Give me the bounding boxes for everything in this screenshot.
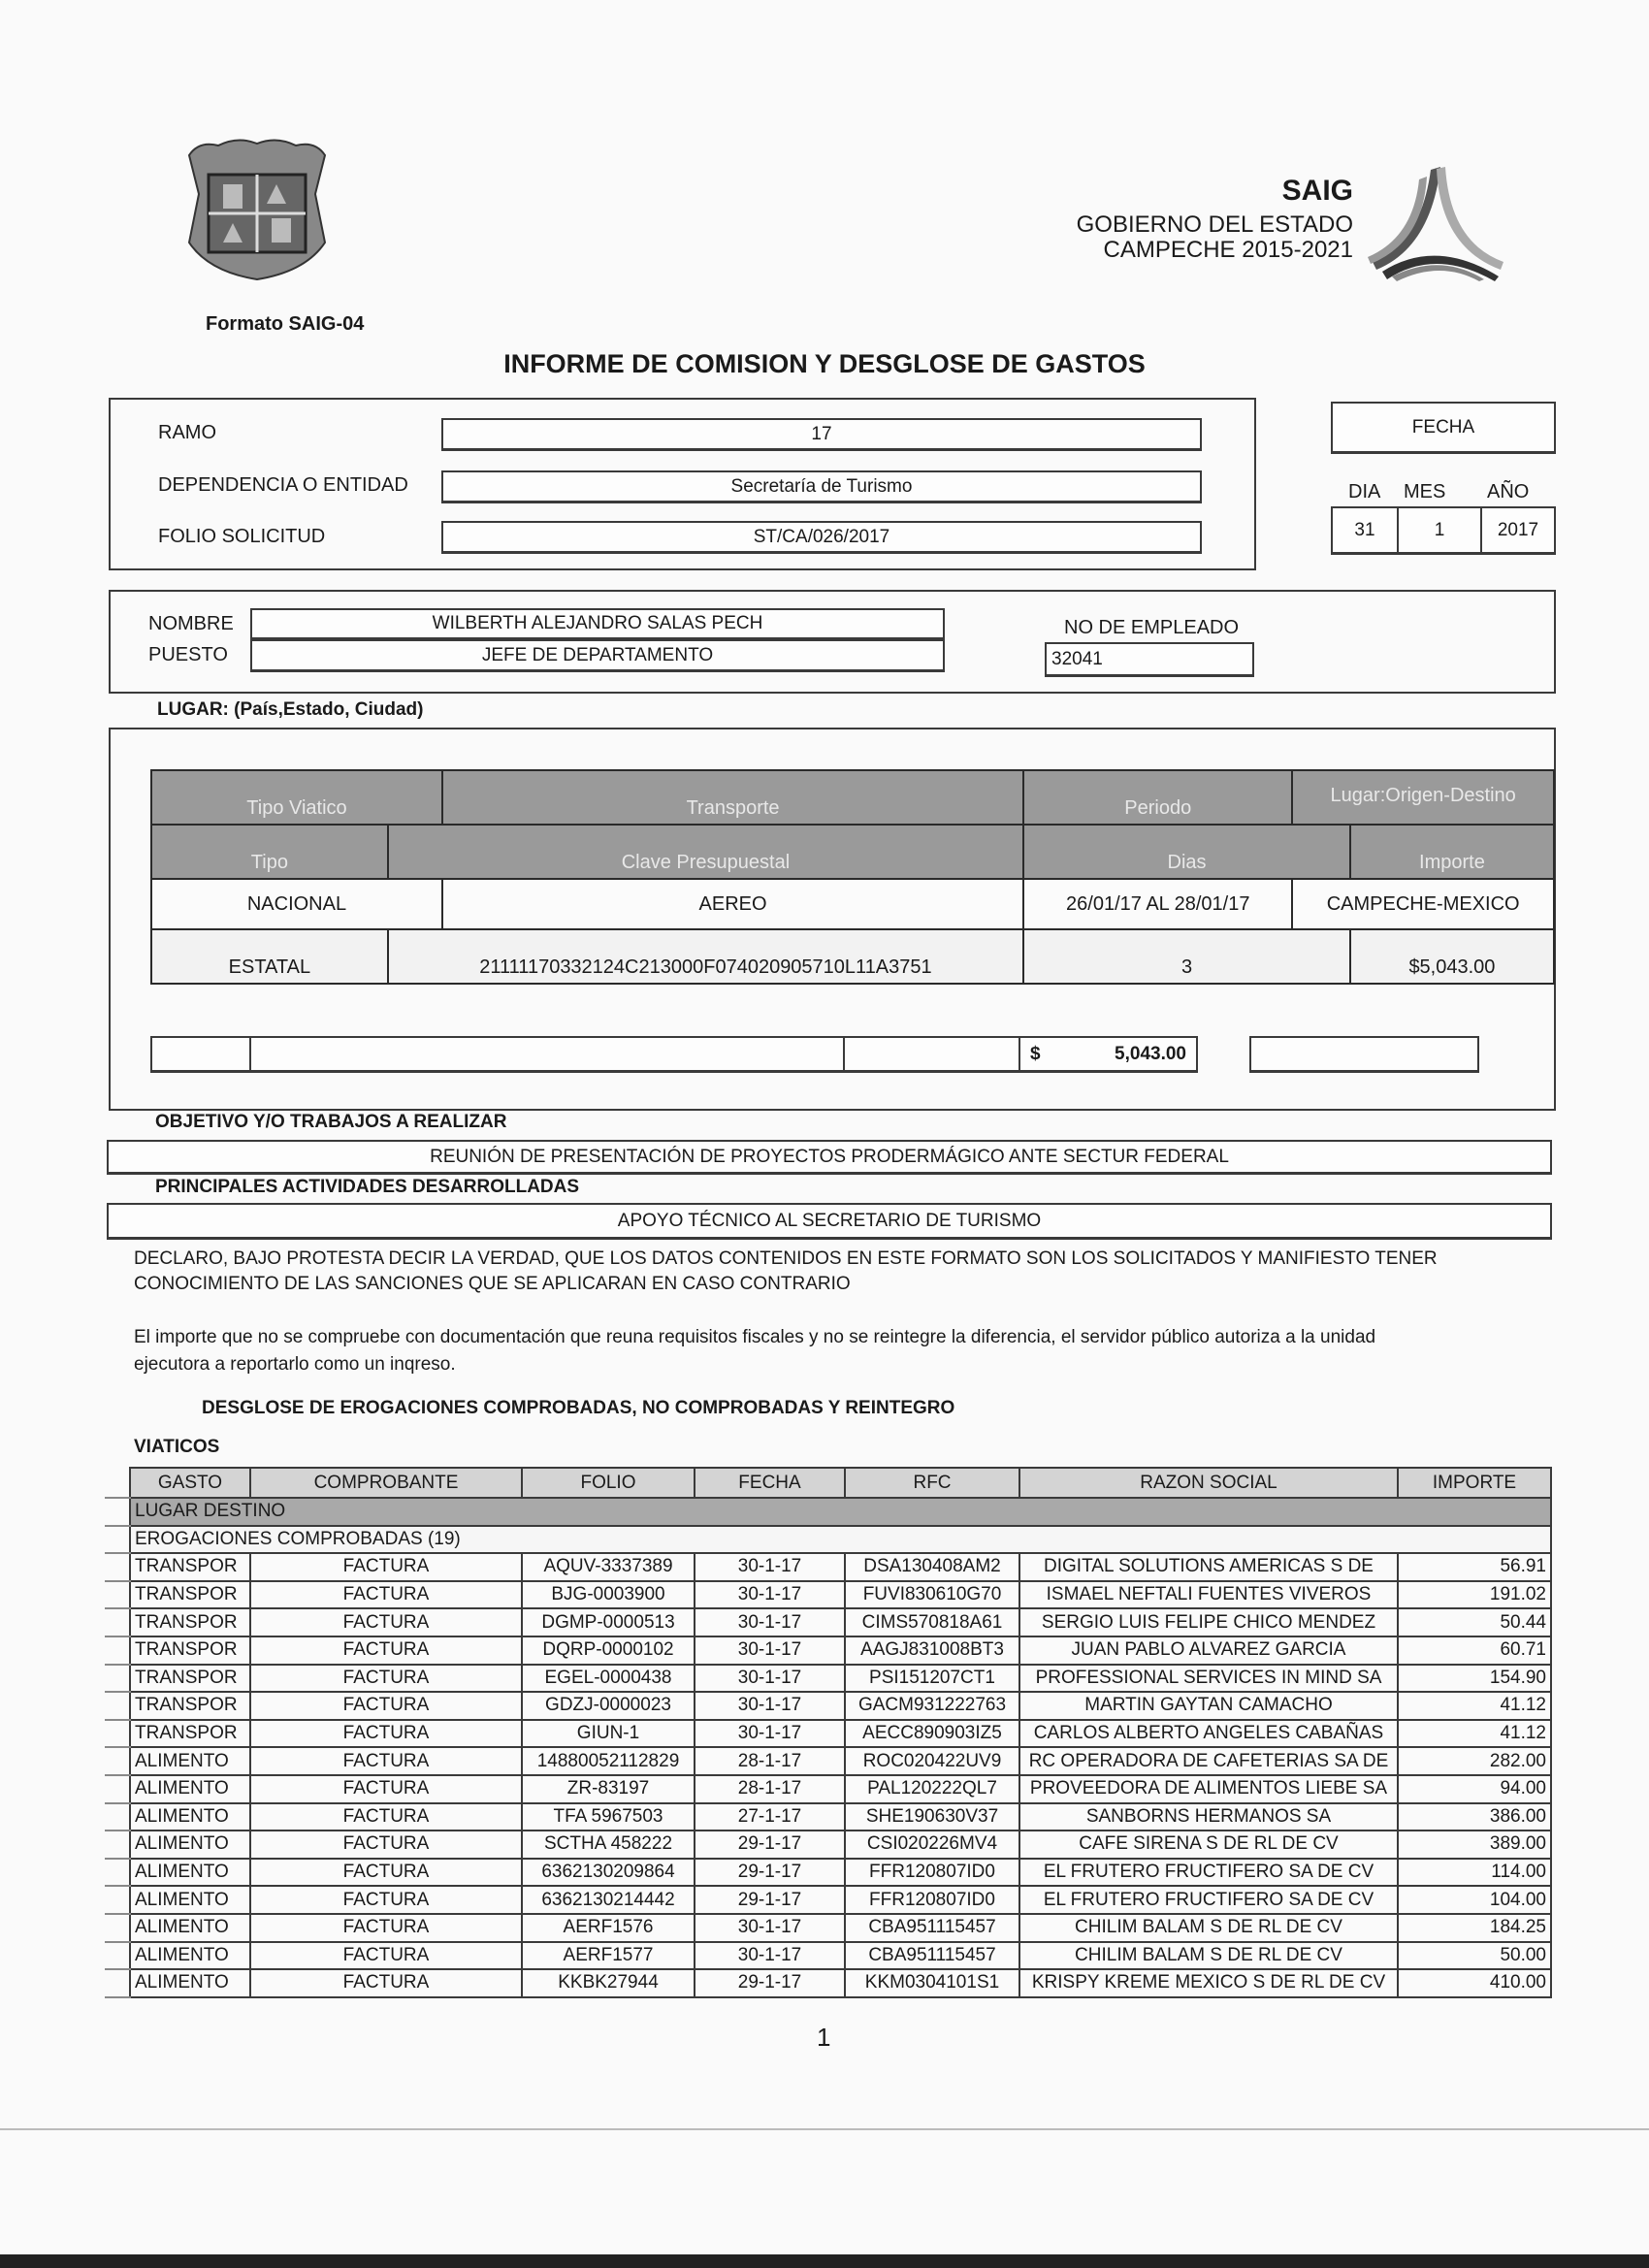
cell-folio: GDZJ-0000023 <box>522 1692 695 1720</box>
cell-fecha: 28-1-17 <box>695 1747 845 1775</box>
col-fecha: FECHA <box>695 1468 845 1498</box>
currency-symbol: $ <box>1030 1043 1041 1064</box>
cell-rfc: GACM931222763 <box>845 1692 1019 1720</box>
cell-folio: AERF1577 <box>522 1942 695 1970</box>
formato-label: Formato SAIG-04 <box>206 313 365 335</box>
cell-importe: 41.12 <box>1398 1692 1551 1720</box>
clave-presupuestal-value: 21111170332124C213000F074020905710L11A3751 <box>388 929 1023 984</box>
row-tick-mark <box>105 1830 131 1831</box>
row-tick-mark <box>105 1913 131 1915</box>
table-row <box>130 1803 1551 1831</box>
row-tick-mark <box>105 1580 131 1582</box>
row-tick-mark <box>105 1664 131 1666</box>
cell-comprobante: FACTURA <box>250 1720 522 1748</box>
cell-importe: 56.91 <box>1398 1553 1551 1581</box>
actividades-label: PRINCIPALES ACTIVIDADES DESARROLLADAS <box>155 1177 580 1197</box>
cell-importe: 154.90 <box>1398 1665 1551 1693</box>
table-row <box>130 1608 1551 1636</box>
cell-fecha: 27-1-17 <box>695 1803 845 1831</box>
declaracion-line2: CONOCIMIENTO DE LAS SANCIONES QUE SE APLICARAN EN CASO CONTRARIO <box>134 1274 851 1294</box>
nombre-field[interactable]: WILBERTH ALEJANDRO SALAS PECH <box>250 608 945 640</box>
cell-folio: 14880052112829 <box>522 1747 695 1775</box>
no-empleado-label: NO DE EMPLEADO <box>1064 617 1240 638</box>
cell-folio: 6362130209864 <box>522 1859 695 1887</box>
erogaciones-row <box>130 1526 1551 1554</box>
cell-razon-social: SERGIO LUIS FELIPE CHICO MENDEZ <box>1019 1608 1398 1636</box>
tipo-viatico-value: NACIONAL <box>151 879 442 929</box>
anio-label: AÑO <box>1487 481 1530 502</box>
cell-razon-social: PROFESSIONAL SERVICES IN MIND SA <box>1019 1665 1398 1693</box>
cell-folio: BJG-0003900 <box>522 1581 695 1609</box>
th-importe: Importe <box>1350 825 1554 879</box>
cell-folio: DGMP-0000513 <box>522 1608 695 1636</box>
total-cell-2 <box>249 1036 845 1073</box>
cell-comprobante: FACTURA <box>250 1914 522 1942</box>
cell-comprobante: FACTURA <box>250 1581 522 1609</box>
cell-folio: KKBK27944 <box>522 1969 695 1997</box>
th-tipo: Tipo <box>151 825 388 879</box>
cell-rfc: SHE190630V37 <box>845 1803 1019 1831</box>
ramo-label: RAMO <box>158 422 216 443</box>
cell-importe: 94.00 <box>1398 1775 1551 1803</box>
nota-line2: ejecutora a reportarlo como un inqreso. <box>134 1354 456 1375</box>
cell-razon-social: MARTIN GAYTAN CAMACHO <box>1019 1692 1398 1720</box>
cell-importe: 282.00 <box>1398 1747 1551 1775</box>
row-tick-mark <box>105 1968 131 1970</box>
table-row <box>130 1914 1551 1942</box>
expense-table <box>129 1467 1552 1998</box>
cell-comprobante: FACTURA <box>250 1665 522 1693</box>
puesto-field[interactable]: JEFE DE DEPARTAMENTO <box>250 639 945 672</box>
nota-line1: El importe que no se compruebe con documentación que reuna requisitos fiscales y no se reintegre la diferencia, el servidor público autoriza a la unidad <box>134 1327 1376 1347</box>
cell-fecha: 28-1-17 <box>695 1775 845 1803</box>
cell-rfc: PAL120222QL7 <box>845 1775 1019 1803</box>
desglose-title: DESGLOSE DE EROGACIONES COMPROBADAS, NO COMPROBADAS Y REINTEGRO <box>202 1398 955 1418</box>
cell-folio: 6362130214442 <box>522 1886 695 1914</box>
cell-gasto: ALIMENTO <box>130 1886 250 1914</box>
cell-razon-social: SANBORNS HERMANOS SA <box>1019 1803 1398 1831</box>
cell-rfc: CBA951115457 <box>845 1942 1019 1970</box>
cell-razon-social: CHILIM BALAM S DE RL DE CV <box>1019 1914 1398 1942</box>
th-tipo-viatico: Tipo Viatico <box>151 770 442 825</box>
dia-label: DIA <box>1348 481 1381 502</box>
cell-comprobante: FACTURA <box>250 1803 522 1831</box>
table-row <box>130 1720 1551 1748</box>
row-tick-mark <box>105 1858 131 1860</box>
cell-fecha: 29-1-17 <box>695 1831 845 1859</box>
table-row <box>130 1636 1551 1665</box>
col-comprobante: COMPROBANTE <box>250 1468 522 1498</box>
row-tick-mark <box>105 1607 131 1609</box>
dependencia-label: DEPENDENCIA O ENTIDAD <box>158 474 408 496</box>
folio-solicitud-label: FOLIO SOLICITUD <box>158 526 326 547</box>
cell-rfc: PSI151207CT1 <box>845 1665 1019 1693</box>
th-transporte: Transporte <box>442 770 1023 825</box>
total-importe-value: 5,043.00 <box>1115 1043 1186 1064</box>
objetivo-field[interactable]: REUNIÓN DE PRESENTACIÓN DE PROYECTOS PRODERMÁGICO ANTE SECTUR FEDERAL <box>107 1140 1552 1175</box>
cell-comprobante: FACTURA <box>250 1859 522 1887</box>
row-tick-mark <box>105 1497 131 1499</box>
cell-gasto: ALIMENTO <box>130 1969 250 1997</box>
table-row <box>130 1747 1551 1775</box>
cell-folio: AERF1576 <box>522 1914 695 1942</box>
col-folio: FOLIO <box>522 1468 695 1498</box>
cell-folio: GIUN-1 <box>522 1720 695 1748</box>
page-fold-line <box>0 2128 1649 2130</box>
cell-rfc: ROC020422UV9 <box>845 1747 1019 1775</box>
cell-fecha: 30-1-17 <box>695 1665 845 1693</box>
table-row <box>130 1886 1551 1914</box>
table-row <box>130 1859 1551 1887</box>
cell-comprobante: FACTURA <box>250 1775 522 1803</box>
cell-folio: SCTHA 458222 <box>522 1831 695 1859</box>
dia-field[interactable]: 31 <box>1331 506 1399 555</box>
cell-gasto: ALIMENTO <box>130 1803 250 1831</box>
row-tick-mark <box>105 1552 131 1554</box>
periodo-value: 26/01/17 AL 28/01/17 <box>1023 879 1292 929</box>
col-razon-social: RAZON SOCIAL <box>1019 1468 1398 1498</box>
cell-razon-social: PROVEEDORA DE ALIMENTOS LIEBE SA <box>1019 1775 1398 1803</box>
gobierno-line: GOBIERNO DEL ESTADO <box>1076 211 1353 238</box>
cell-razon-social: RC OPERADORA DE CAFETERIAS SA DE <box>1019 1747 1398 1775</box>
cell-fecha: 30-1-17 <box>695 1581 845 1609</box>
col-importe: IMPORTE <box>1398 1468 1551 1498</box>
objetivo-label: OBJETIVO Y/O TRABAJOS A REALIZAR <box>155 1112 507 1132</box>
viaticos-label: VIATICOS <box>134 1437 220 1457</box>
fecha-header: FECHA <box>1331 402 1556 454</box>
cell-gasto: TRANSPOR <box>130 1720 250 1748</box>
cell-importe: 389.00 <box>1398 1831 1551 1859</box>
cell-fecha: 29-1-17 <box>695 1886 845 1914</box>
actividades-field[interactable]: APOYO TÉCNICO AL SECRETARIO DE TURISMO <box>107 1203 1552 1240</box>
nombre-label: NOMBRE <box>148 613 234 634</box>
row-tick-mark <box>105 1746 131 1748</box>
cell-rfc: FFR120807ID0 <box>845 1886 1019 1914</box>
cell-razon-social: JUAN PABLO ALVAREZ GARCIA <box>1019 1636 1398 1665</box>
table-row <box>130 1942 1551 1970</box>
cell-fecha: 30-1-17 <box>695 1608 845 1636</box>
cell-importe: 104.00 <box>1398 1886 1551 1914</box>
cell-importe: 410.00 <box>1398 1969 1551 1997</box>
page-number: 1 <box>817 2023 831 2052</box>
lugar-destino-row <box>130 1498 1551 1526</box>
campeche-coat-of-arms-icon <box>170 136 344 281</box>
cell-folio: DQRP-0000102 <box>522 1636 695 1665</box>
cell-importe: 41.12 <box>1398 1720 1551 1748</box>
cell-rfc: CBA951115457 <box>845 1914 1019 1942</box>
cell-folio: AQUV-3337389 <box>522 1553 695 1581</box>
cell-gasto: ALIMENTO <box>130 1775 250 1803</box>
ramo-field[interactable]: 17 <box>441 418 1202 451</box>
cell-folio: TFA 5967503 <box>522 1803 695 1831</box>
cell-razon-social: EL FRUTERO FRUCTIFERO SA DE CV <box>1019 1886 1398 1914</box>
cell-gasto: ALIMENTO <box>130 1747 250 1775</box>
cell-razon-social: CARLOS ALBERTO ANGELES CABAÑAS <box>1019 1720 1398 1748</box>
folio-solicitud-field[interactable]: ST/CA/026/2017 <box>441 521 1202 554</box>
cell-rfc: FFR120807ID0 <box>845 1859 1019 1887</box>
cell-fecha: 30-1-17 <box>695 1636 845 1665</box>
cell-importe: 184.25 <box>1398 1914 1551 1942</box>
table-row <box>130 1692 1551 1720</box>
cell-razon-social: KRISPY KREME MEXICO S DE RL DE CV <box>1019 1969 1398 1997</box>
total-cell-1 <box>150 1036 251 1073</box>
col-gasto: GASTO <box>130 1468 250 1498</box>
anio-field[interactable]: 2017 <box>1480 506 1556 555</box>
cell-comprobante: FACTURA <box>250 1831 522 1859</box>
transporte-value: AEREO <box>442 879 1023 929</box>
cell-fecha: 30-1-17 <box>695 1942 845 1970</box>
row-tick-mark <box>105 1719 131 1721</box>
cell-razon-social: CAFE SIRENA S DE RL DE CV <box>1019 1831 1398 1859</box>
cell-importe: 60.71 <box>1398 1636 1551 1665</box>
saig-title: SAIG <box>1281 175 1353 207</box>
row-tick-mark <box>105 1941 131 1943</box>
th-lugar-origen-destino: Lugar:Origen-Destino <box>1292 770 1554 825</box>
cell-gasto: ALIMENTO <box>130 1942 250 1970</box>
row-tick-mark <box>105 1525 131 1527</box>
viatico-table <box>150 769 1555 985</box>
puesto-label: PUESTO <box>148 644 228 665</box>
cell-gasto: ALIMENTO <box>130 1914 250 1942</box>
cell-gasto: TRANSPOR <box>130 1608 250 1636</box>
table-row <box>130 1581 1551 1609</box>
cell-fecha: 30-1-17 <box>695 1720 845 1748</box>
cell-razon-social: EL FRUTERO FRUCTIFERO SA DE CV <box>1019 1859 1398 1887</box>
cell-rfc: KKM0304101S1 <box>845 1969 1019 1997</box>
cell-comprobante: FACTURA <box>250 1608 522 1636</box>
cell-importe: 386.00 <box>1398 1803 1551 1831</box>
cell-razon-social: ISMAEL NEFTALI FUENTES VIVEROS <box>1019 1581 1398 1609</box>
cell-comprobante: FACTURA <box>250 1969 522 1997</box>
cell-fecha: 29-1-17 <box>695 1969 845 1997</box>
cell-gasto: TRANSPOR <box>130 1692 250 1720</box>
cell-importe: 50.00 <box>1398 1942 1551 1970</box>
cell-fecha: 30-1-17 <box>695 1914 845 1942</box>
campeche-line: CAMPECHE 2015-2021 <box>1103 237 1353 263</box>
table-row <box>130 1553 1551 1581</box>
cell-comprobante: FACTURA <box>250 1553 522 1581</box>
importe-value: $5,043.00 <box>1350 929 1554 984</box>
table-row <box>130 1775 1551 1803</box>
row-tick-mark <box>105 1885 131 1887</box>
declaracion-line1: DECLARO, BAJO PROTESTA DECIR LA VERDAD, QUE LOS DATOS CONTENIDOS EN ESTE FORMATO SON LOS SOLICITADOS Y MANIFIESTO TENER <box>134 1248 1438 1269</box>
row-tick-mark <box>105 1636 131 1637</box>
mes-field[interactable]: 1 <box>1397 506 1482 555</box>
cell-rfc: FUVI830610G70 <box>845 1581 1019 1609</box>
cell-razon-social: DIGITAL SOLUTIONS AMERICAS S DE <box>1019 1553 1398 1581</box>
cell-gasto: TRANSPOR <box>130 1665 250 1693</box>
row-tick-mark <box>105 1802 131 1804</box>
cell-importe: 114.00 <box>1398 1859 1551 1887</box>
tipo-value: ESTATAL <box>151 929 388 984</box>
cell-comprobante: FACTURA <box>250 1747 522 1775</box>
cell-comprobante: FACTURA <box>250 1692 522 1720</box>
col-rfc: RFC <box>845 1468 1019 1498</box>
scan-edge <box>0 2254 1649 2268</box>
th-clave-presupuestal: Clave Presupuestal <box>388 825 1023 879</box>
cell-gasto: TRANSPOR <box>130 1636 250 1665</box>
cell-comprobante: FACTURA <box>250 1886 522 1914</box>
cell-razon-social: CHILIM BALAM S DE RL DE CV <box>1019 1942 1398 1970</box>
total-cell-3 <box>843 1036 1020 1073</box>
lugar-value: CAMPECHE-MEXICO <box>1292 879 1554 929</box>
saig-logo-icon <box>1363 155 1508 281</box>
row-tick-mark <box>105 1691 131 1693</box>
cell-fecha: 30-1-17 <box>695 1553 845 1581</box>
th-dias: Dias <box>1023 825 1350 879</box>
cell-importe: 191.02 <box>1398 1581 1551 1609</box>
row-tick-mark <box>105 1996 131 1998</box>
cell-gasto: ALIMENTO <box>130 1831 250 1859</box>
cell-fecha: 29-1-17 <box>695 1859 845 1887</box>
cell-folio: EGEL-0000438 <box>522 1665 695 1693</box>
expense-header-row <box>130 1468 1551 1498</box>
th-periodo: Periodo <box>1023 770 1292 825</box>
lugar-label: LUGAR: (País,Estado, Ciudad) <box>157 699 424 720</box>
lugar-destino-label: LUGAR DESTINO <box>130 1498 1551 1526</box>
cell-rfc: DSA130408AM2 <box>845 1553 1019 1581</box>
no-empleado-field[interactable]: 32041 <box>1045 642 1254 677</box>
cell-comprobante: FACTURA <box>250 1636 522 1665</box>
page-title: INFORME DE COMISION Y DESGLOSE DE GASTOS <box>503 349 1146 378</box>
cell-rfc: CSI020226MV4 <box>845 1831 1019 1859</box>
cell-gasto: TRANSPOR <box>130 1581 250 1609</box>
cell-fecha: 30-1-17 <box>695 1692 845 1720</box>
dias-value: 3 <box>1023 929 1350 984</box>
cell-rfc: CIMS570818A61 <box>845 1608 1019 1636</box>
table-row <box>130 1969 1551 1997</box>
cell-folio: ZR-83197 <box>522 1775 695 1803</box>
cell-rfc: AECC890903IZ5 <box>845 1720 1019 1748</box>
dependencia-field[interactable]: Secretaría de Turismo <box>441 470 1202 503</box>
table-row <box>130 1665 1551 1693</box>
cell-gasto: ALIMENTO <box>130 1859 250 1887</box>
table-row <box>130 1831 1551 1859</box>
erogaciones-label: EROGACIONES COMPROBADAS (19) <box>130 1526 1551 1554</box>
cell-comprobante: FACTURA <box>250 1942 522 1970</box>
total-extra-cell <box>1249 1036 1479 1073</box>
cell-gasto: TRANSPOR <box>130 1553 250 1581</box>
row-tick-mark <box>105 1774 131 1776</box>
mes-label: MES <box>1404 481 1446 502</box>
total-importe-field <box>1018 1036 1198 1073</box>
cell-importe: 50.44 <box>1398 1608 1551 1636</box>
cell-rfc: AAGJ831008BT3 <box>845 1636 1019 1665</box>
